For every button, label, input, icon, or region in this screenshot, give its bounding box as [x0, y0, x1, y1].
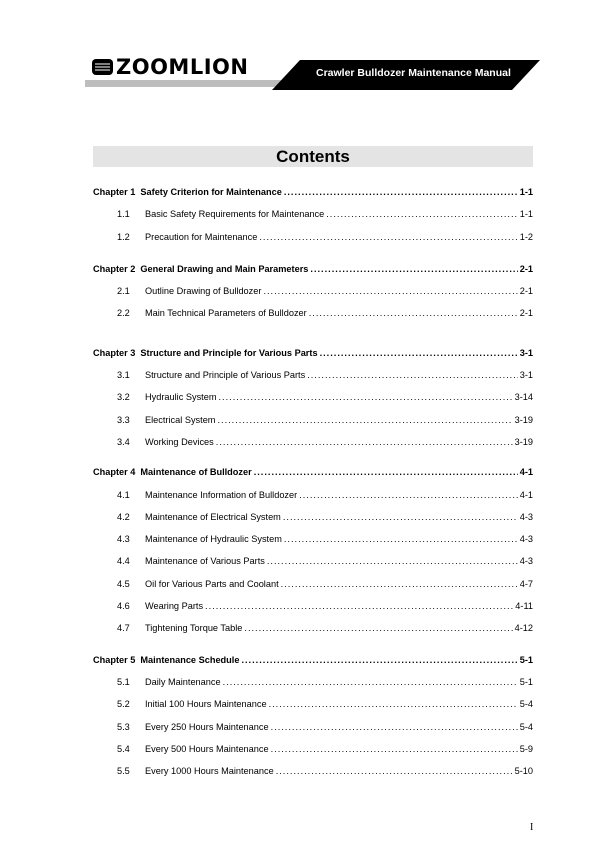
zoomlion-logo-icon: [92, 59, 113, 75]
toc-section-entry[interactable]: [93, 512, 533, 534]
entry-title: Outline Drawing of Bulldozer: [145, 286, 262, 297]
entry-number: 4.5: [117, 578, 130, 589]
entry-number: 4.2: [117, 511, 130, 522]
toc-section-entry[interactable]: [93, 490, 533, 512]
entry-page: 5-9: [519, 743, 533, 754]
entry-page: 1-2: [519, 231, 533, 242]
dot-leader: [216, 437, 513, 447]
toc-section-entry[interactable]: [93, 415, 533, 437]
entry-number: 4.1: [117, 489, 130, 500]
entry-page: 3-19: [514, 414, 533, 425]
dot-leader: [223, 677, 518, 687]
entry-title: Initial 100 Hours Maintenance: [145, 699, 267, 710]
dot-leader: [320, 348, 518, 358]
toc-section-entry[interactable]: [93, 534, 533, 556]
entry-title: Working Devices: [145, 436, 214, 447]
table-of-contents: [93, 187, 533, 788]
dot-leader: [267, 556, 518, 566]
entry-number: 5.5: [117, 766, 130, 777]
toc-section-entry[interactable]: [93, 209, 533, 231]
entry-title: Wearing Parts: [145, 601, 204, 612]
toc-chapter-entry[interactable]: [93, 348, 533, 370]
toc-chapter-entry[interactable]: [93, 467, 533, 489]
entry-title: Tightening Torque Table: [145, 623, 243, 634]
page-title: Contents: [93, 146, 533, 167]
toc-section-entry[interactable]: [93, 556, 533, 578]
entry-number: 2.1: [117, 286, 130, 297]
entry-page: 4-3: [519, 534, 533, 545]
dot-leader: [259, 232, 517, 242]
entry-title: Precaution for Maintenance: [145, 231, 258, 242]
entry-page: 4-1: [519, 489, 533, 500]
manual-title: Crawler Bulldozer Maintenance Manual: [316, 67, 511, 79]
entry-title: Every 1000 Hours Maintenance: [145, 766, 274, 777]
entry-number: Chapter 1: [93, 187, 136, 197]
toc-section-entry[interactable]: [93, 623, 533, 645]
dot-leader: [276, 766, 513, 776]
entry-number: 4.3: [117, 534, 130, 545]
entry-page: 3-1: [519, 347, 533, 358]
toc-chapter-entry[interactable]: [93, 187, 533, 209]
entry-page: 1-1: [519, 187, 533, 197]
entry-number: 5.4: [117, 743, 130, 754]
dot-leader: [299, 490, 518, 500]
toc-section-entry[interactable]: [93, 744, 533, 766]
entry-number: 5.1: [117, 676, 130, 687]
dot-leader: [281, 579, 518, 589]
entry-title: Maintenance of Various Parts: [145, 556, 265, 567]
entry-page: 4-3: [519, 556, 533, 567]
entry-page: 2-1: [519, 263, 533, 274]
entry-title: Maintenance Information of Bulldozer: [145, 489, 298, 500]
dot-leader: [269, 699, 518, 709]
toc-section-entry[interactable]: [93, 677, 533, 699]
page-number: I: [530, 822, 534, 833]
toc-chapter-entry[interactable]: [93, 264, 533, 286]
entry-title: Structure and Principle of Various Parts: [145, 370, 306, 381]
entry-number: 4.6: [117, 601, 130, 612]
entry-page: 5-1: [519, 676, 533, 687]
dot-leader: [326, 209, 517, 219]
dot-leader: [271, 744, 518, 754]
entry-page: 5-4: [519, 699, 533, 710]
entry-title: Maintenance Schedule: [140, 654, 240, 665]
entry-page: 3-19: [514, 436, 533, 447]
dot-leader: [263, 286, 517, 296]
entry-page: 5-1: [519, 654, 533, 665]
entry-page: 3-14: [514, 392, 533, 403]
dot-leader: [284, 187, 518, 197]
toc-section-entry[interactable]: [93, 437, 533, 459]
toc-chapter-entry[interactable]: [93, 655, 533, 677]
entry-number: 3.2: [117, 392, 130, 403]
dot-leader: [271, 722, 518, 732]
entry-page: 4-1: [519, 467, 533, 478]
entry-number: 1.2: [117, 231, 130, 242]
dot-leader: [218, 392, 512, 402]
entry-number: 3.3: [117, 414, 130, 425]
dot-leader: [241, 655, 517, 665]
entry-page: 3-1: [519, 370, 533, 381]
toc-section-entry[interactable]: [93, 722, 533, 744]
entry-number: 1.1: [117, 209, 130, 220]
entry-number: 5.2: [117, 699, 130, 710]
toc-section-entry[interactable]: [93, 232, 533, 254]
dot-leader: [254, 467, 518, 477]
entry-page: 4-3: [519, 511, 533, 522]
toc-section-entry[interactable]: [93, 579, 533, 601]
entry-page: 1-1: [519, 209, 533, 220]
entry-number: 3.4: [117, 436, 130, 447]
entry-page: 2-1: [519, 308, 533, 319]
entry-page: 5-4: [519, 721, 533, 732]
toc-section-entry[interactable]: [93, 601, 533, 623]
entry-number: 2.2: [117, 308, 130, 319]
header-graphic: [0, 0, 613, 110]
entry-number: 3.1: [117, 370, 130, 381]
toc-section-entry[interactable]: [93, 392, 533, 414]
entry-title: Hydraulic System: [145, 392, 217, 403]
entry-page: 4-7: [519, 578, 533, 589]
entry-title: Safety Criterion for Maintenance: [140, 187, 282, 197]
dot-leader: [244, 623, 512, 633]
dot-leader: [309, 308, 518, 318]
entry-number: Chapter 3: [93, 347, 136, 358]
brand-logo-text: ZOOMLION: [116, 55, 249, 79]
dot-leader: [310, 264, 517, 274]
toc-section-entry[interactable]: [93, 286, 533, 308]
entry-number: 5.3: [117, 721, 130, 732]
toc-section-entry[interactable]: [93, 308, 533, 330]
toc-section-entry[interactable]: [93, 370, 533, 392]
entry-number: Chapter 5: [93, 654, 136, 665]
entry-number: 4.4: [117, 556, 130, 567]
dot-leader: [283, 512, 518, 522]
toc-section-entry[interactable]: [93, 766, 533, 788]
entry-title: General Drawing and Main Parameters: [140, 263, 309, 274]
entry-number: 4.7: [117, 623, 130, 634]
entry-number: Chapter 4: [93, 467, 136, 478]
entry-page: 2-1: [519, 286, 533, 297]
entry-title: Electrical System: [145, 414, 216, 425]
toc-section-entry[interactable]: [93, 699, 533, 721]
dot-leader: [284, 534, 518, 544]
entry-title: Every 250 Hours Maintenance: [145, 721, 269, 732]
entry-title: Maintenance of Bulldozer: [140, 467, 252, 478]
dot-leader: [217, 415, 512, 425]
entry-title: Daily Maintenance: [145, 676, 221, 687]
entry-page: 4-12: [514, 623, 533, 634]
entry-title: Basic Safety Requirements for Maintenance: [145, 209, 325, 220]
entry-page: 5-10: [514, 766, 533, 777]
entry-page: 4-11: [515, 601, 533, 612]
dot-leader: [205, 601, 513, 611]
entry-number: Chapter 2: [93, 263, 136, 274]
entry-title: Main Technical Parameters of Bulldozer: [145, 308, 307, 319]
entry-title: Maintenance of Hydraulic System: [145, 534, 282, 545]
entry-title: Oil for Various Parts and Coolant: [145, 578, 279, 589]
entry-title: Maintenance of Electrical System: [145, 511, 281, 522]
entry-title: Every 500 Hours Maintenance: [145, 743, 269, 754]
dot-leader: [307, 370, 518, 380]
entry-title: Structure and Principle for Various Parts: [140, 347, 318, 358]
